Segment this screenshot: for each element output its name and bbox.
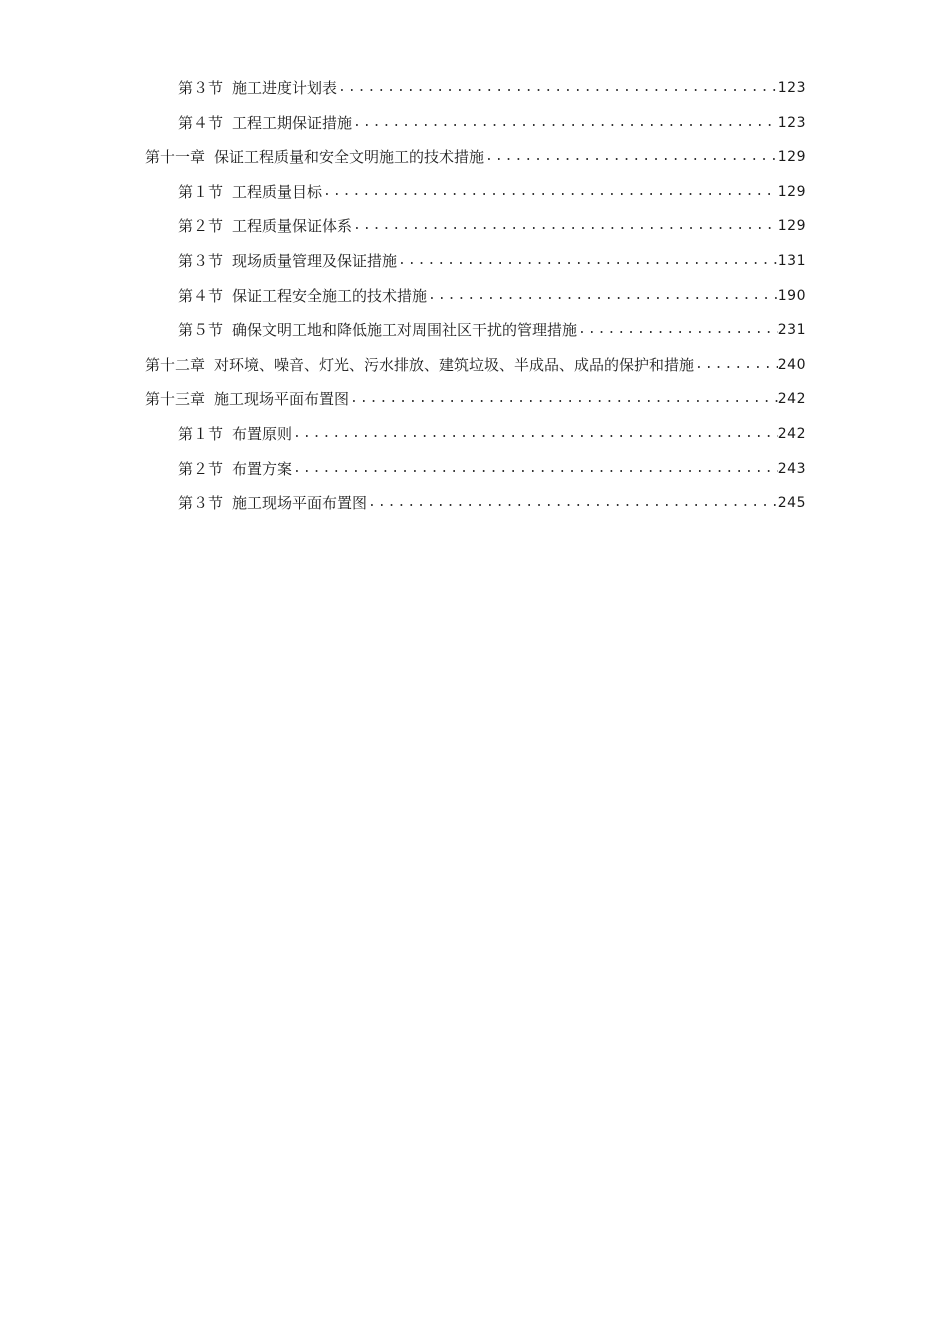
section-title: 保证工程安全施工的技术措施 (232, 286, 428, 305)
chapter-title: 对环境、噪音、灯光、污水排放、建筑垃圾、半成品、成品的保护和措施 (214, 355, 695, 374)
toc-entry[interactable] (178, 279, 806, 314)
toc-entry[interactable] (178, 313, 806, 348)
dot-leader (577, 313, 778, 348)
chapter-number: 第十二章 (145, 355, 206, 374)
toc-entry[interactable] (178, 244, 806, 279)
section-number: 第３节 (178, 494, 224, 513)
page-number: 240 (777, 356, 806, 373)
toc-entry[interactable] (145, 382, 806, 417)
toc-label (178, 279, 427, 314)
page-number: 243 (777, 460, 806, 477)
section-title: 现场质量管理及保证措施 (232, 251, 398, 270)
toc-label (178, 417, 292, 452)
section-number: 第３节 (178, 79, 224, 97)
table-of-contents (0, 71, 950, 521)
dot-leader (292, 417, 778, 452)
page-number: 190 (777, 287, 806, 304)
dot-leader (349, 382, 778, 417)
section-number: 第４节 (178, 286, 224, 305)
dot-leader (427, 279, 778, 314)
toc-entry[interactable] (178, 452, 806, 487)
toc-entry[interactable] (178, 417, 806, 452)
toc-label (178, 486, 367, 521)
chapter-number: 第十三章 (145, 390, 206, 409)
toc-label (145, 348, 694, 383)
page-number: 242 (777, 391, 806, 408)
toc-entry[interactable] (178, 486, 806, 521)
toc-entry[interactable] (178, 71, 806, 106)
chapter-title: 保证工程质量和安全文明施工的技术措施 (214, 148, 485, 167)
section-title: 施工现场平面布置图 (232, 494, 368, 513)
page-number: 123 (777, 114, 806, 131)
toc-entry[interactable] (145, 348, 806, 383)
dot-leader (352, 106, 778, 141)
dot-leader (337, 71, 778, 106)
section-title: 确保文明工地和降低施工对周围社区干扰的管理措施 (232, 321, 578, 340)
toc-label (178, 313, 577, 348)
dot-leader (484, 140, 778, 175)
toc-label (178, 244, 397, 279)
section-number: 第１节 (178, 424, 224, 443)
section-title: 布置原则 (232, 424, 293, 443)
dot-leader (694, 348, 778, 383)
section-number: 第５节 (178, 321, 224, 340)
dot-leader (367, 486, 778, 521)
page-number: 245 (777, 495, 806, 512)
section-number: 第２节 (178, 217, 224, 236)
page-number: 242 (777, 425, 806, 442)
section-number: 第２节 (178, 459, 224, 478)
page-number: 123 (777, 80, 806, 96)
dot-leader (397, 244, 778, 279)
dot-leader (322, 175, 778, 210)
toc-entry[interactable] (178, 175, 806, 210)
section-title: 工程质量保证体系 (232, 217, 353, 236)
toc-entry[interactable] (178, 106, 806, 141)
section-number: 第１节 (178, 182, 224, 201)
toc-label (178, 106, 352, 141)
dot-leader (352, 209, 778, 244)
toc-label (145, 382, 349, 417)
section-title: 工程工期保证措施 (232, 113, 353, 132)
page-number: 129 (777, 149, 806, 166)
page-number: 129 (777, 218, 806, 235)
toc-label (178, 71, 337, 106)
section-title: 布置方案 (232, 459, 293, 478)
toc-label (145, 140, 484, 175)
chapter-title: 施工现场平面布置图 (214, 390, 350, 409)
dot-leader (292, 452, 778, 487)
page-number: 129 (777, 183, 806, 200)
toc-label (178, 175, 322, 210)
section-title: 施工进度计划表 (232, 79, 338, 97)
toc-label (178, 209, 352, 244)
toc-entry[interactable] (145, 140, 806, 175)
toc-label (178, 452, 292, 487)
toc-entry[interactable] (178, 209, 806, 244)
section-number: 第３节 (178, 251, 224, 270)
section-number: 第４节 (178, 113, 224, 132)
page-number: 131 (777, 252, 806, 269)
chapter-number: 第十一章 (145, 148, 206, 167)
section-title: 工程质量目标 (232, 182, 323, 201)
page-number: 231 (777, 322, 806, 339)
